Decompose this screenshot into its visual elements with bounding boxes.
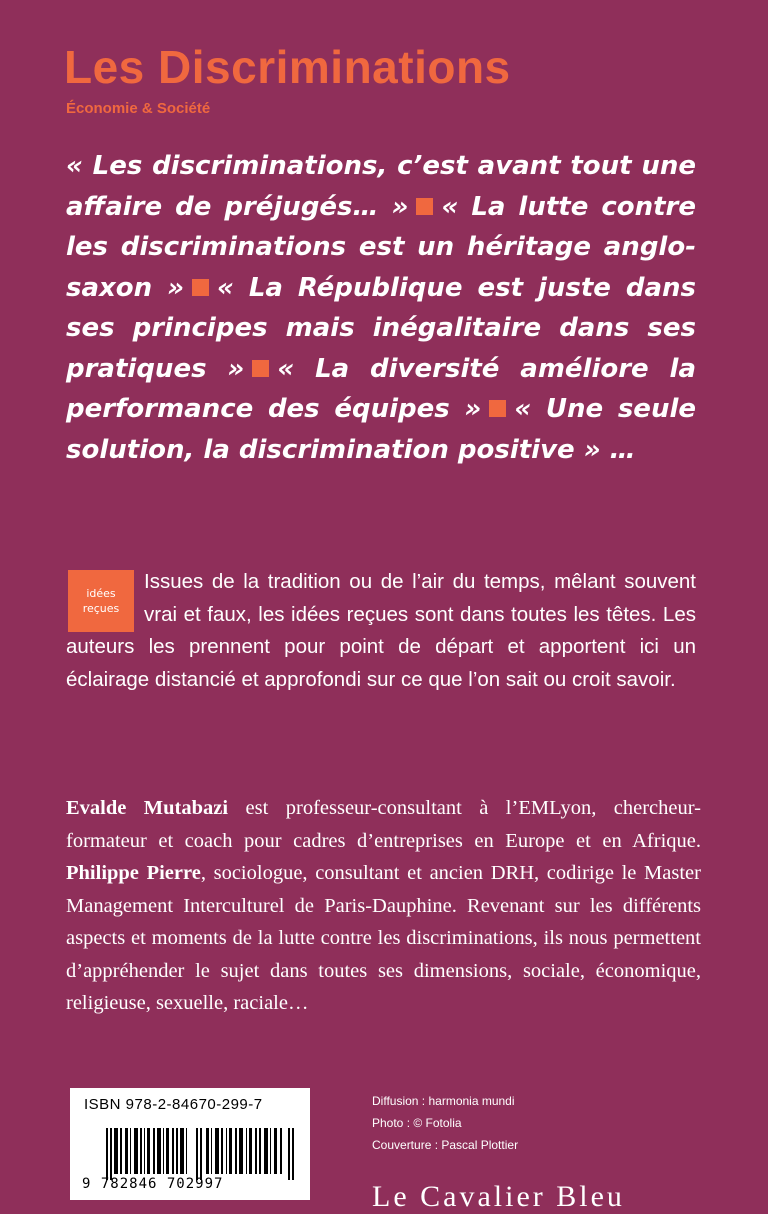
quote-4: « La diversité améliore la performance des équipes » (66, 353, 697, 424)
author-1-bio: est professeur-consultant à l’EMLyon, chercheur-formateur et coach pour cadres d’entreprises en Europe et en Afrique. (66, 797, 701, 852)
book-title: Les Discriminations (64, 41, 511, 93)
series-logo (68, 570, 134, 632)
square-bullet-icon (252, 360, 269, 377)
publisher-name: Le Cavalier Bleu (372, 1180, 625, 1213)
author-1-name: Evalde Mutabazi (66, 797, 229, 819)
quote-block (66, 146, 696, 470)
series-description-text: Issues de la tradition ou de l’air du temps, mêlant souvent vrai et faux, les idées reçues sont dans toutes les têtes. Les auteurs les prennent pour point de départ et apportent ici un éclairage distancié et approfondi sur ce que l’on sait ou croit savoir. (66, 570, 696, 691)
series-logo-line1: idées (86, 587, 116, 600)
square-bullet-icon (489, 400, 506, 417)
square-bullet-icon (192, 279, 209, 296)
author-bio (66, 792, 701, 1020)
credit-cover: Couverture : Pascal Plottier (372, 1138, 519, 1152)
collection-name: Économie & Société (66, 100, 211, 117)
author-2-bio: , sociologue, consultant et ancien DRH, codirige le Master Management Interculturel de Paris-Dauphine. Revenant sur les différents aspects et moments de la lutte contre les discriminations, ils nous permettent d’appréhender le sujet dans toutes ses dimensions, sociale, économique, religieuse, sexuelle, raciale… (66, 862, 701, 1014)
quote-1: « Les discriminations, c’est avant tout une affaire de préjugés… » (66, 151, 696, 222)
quote-ellipsis: … (600, 434, 636, 465)
credit-photo: Photo : © Fotolia (372, 1116, 462, 1130)
quote-2: « La lutte contre les discriminations est un héritage anglo-saxon » (66, 191, 696, 303)
series-logo-line2: reçues (82, 602, 120, 615)
credits (372, 1090, 518, 1156)
isbn-number: ISBN 978-2-84670-299-7 (84, 1096, 263, 1113)
quote-5: « Une seule solution, la discrimination positive » (66, 394, 696, 465)
barcode-icon (106, 1128, 296, 1180)
barcode-digits: 9 782846 702997 (82, 1176, 224, 1192)
quote-3: « La République est juste dans ses principes mais inégalitaire dans ses pratiques » (66, 272, 696, 384)
square-bullet-icon (416, 198, 433, 215)
author-2-name: Philippe Pierre (66, 862, 201, 884)
credit-diffusion: Diffusion : harmonia mundi (372, 1094, 515, 1108)
barcode-panel (70, 1088, 310, 1200)
series-description (66, 566, 696, 696)
